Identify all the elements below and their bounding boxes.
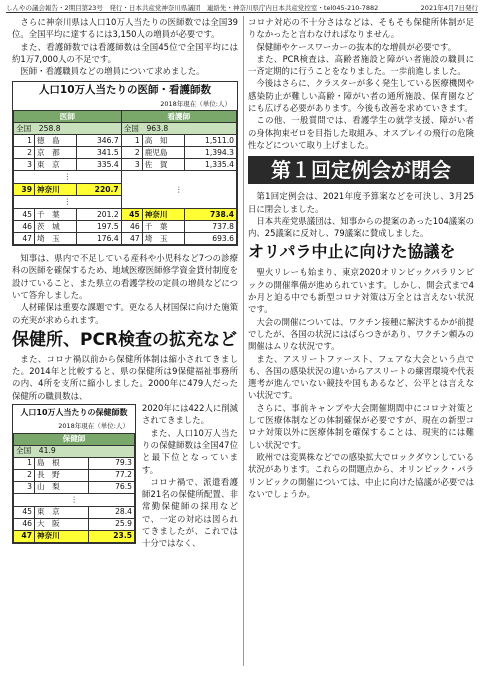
table-row: 2 長 野 77.2 <box>14 469 135 481</box>
table-row: 45 東 京 28.4 <box>14 506 135 518</box>
column-header-doctor: 医師 <box>14 111 122 123</box>
issue-date: 2021年4月7日発行 <box>420 4 478 12</box>
column-divider <box>243 16 244 666</box>
table-row: 45 千 葉 201.2 45 神奈川 738.4 <box>14 209 237 221</box>
table-row <box>14 123 237 135</box>
paragraph: また、PCR検査は、高齢者施設と障がい者施設の職員に一斉定期的に行うことをなりました。一歩前進しました。 <box>248 53 474 77</box>
paragraph: 保健師やケースワーカーの抜本的な増員が必要です。 <box>256 41 457 52</box>
table-row: 1 徳 島 346.7 1 高 知 1,511.0 <box>14 135 237 147</box>
table-row: 1 島 根 79.3 <box>14 457 135 469</box>
paragraph: 医師・看護職員などの増員について求めました。 <box>20 66 205 77</box>
table-row: ⋮ <box>14 196 237 209</box>
doctor-nurse-table <box>13 110 237 245</box>
paragraph: コロナ対応の不十分さはなどは、そもそも保健所体制が足りなかったと言わなければなりません。 <box>248 17 474 40</box>
paragraph: また、コロナ禍以前から保健所体制は縮小されてきました。2014年と比較すると、県の保健所は9保健福祉事務所の内、4所を支所に縮小しました。2000年に479人だった保健所の職員数は、 <box>12 353 238 401</box>
paragraph: 第1回定例会は、2021年度予算案などを可決し、3月25日に閉会しました。 <box>248 191 474 214</box>
table-row: 2 京 都 341.5 2 鹿児島 1,394.3 <box>14 147 237 159</box>
paragraph: 2020年には422人に削減されてきました。 <box>142 403 238 426</box>
column-header-nurse: 看護師 <box>121 111 236 123</box>
section-heading-session-closed: 第１回定例会が閉会 <box>248 156 474 184</box>
paragraph: 大会の開催については、ワクチン接種に解決するかが前提でしたが、各国の状況にはばらつきがあり、ワクチン頼みの開催はムリな状況です。 <box>248 316 474 352</box>
table-row: 全国 41.9 <box>14 445 135 457</box>
paragraph: 聖火リレーも始まり、東京2020オリンピックパラリンピックの開催準備が進められています。しかし、開会式まで4か月と迫る中でも新型コロナ対策は万全とは言えない状況です。 <box>248 267 474 315</box>
public-health-nurse-table <box>13 433 135 543</box>
header-text: しんやの議会報告・2期目第23号 発行・日本共産党神奈川県議団 連絡先・神奈川県庁内日本共産党控室・tel045-210-7882 <box>6 4 379 12</box>
right-column <box>248 16 474 500</box>
paragraph: 欧州では変異株などでの感染拡大でロックダウンしている状況があります。これらの問題点から、オリンピック・パラリンピックの開催については、中止に向けた協議が必要ではないでしょうか。 <box>248 451 474 499</box>
table-row: ⋮ ⋮ <box>14 171 237 184</box>
table-date: 2018年現在（単位:人） <box>160 99 231 108</box>
table-row: 46 茨 城 197.5 46 千 葉 737.8 <box>14 221 237 233</box>
table-date: 2018年現在（単位:人） <box>58 422 129 431</box>
section-heading-hokensho: 保健所、PCR検査の拡充など <box>12 329 238 350</box>
paragraph: さらに、事前キャンプや大会開催期間中にコロナ対策として医療体制などの体制確保が必要ですが、現在の新型コロナ対策以外に医療体制を確保することは、現実的には難しい状況です。 <box>248 402 474 450</box>
table-row: ⋮ <box>14 493 135 506</box>
paragraph: 知事は、県内で不足している産科や小児科など7つの診療科の医師を確保するため、地域医療医師修学資金貸付制度を設けていること、また県立の看護学校の定員の増員などについて答弁しました。 <box>12 253 238 300</box>
left-column <box>12 16 238 550</box>
table-row: 46 大 阪 25.9 <box>14 518 135 530</box>
table-row: 3 東 京 335.4 3 佐 賀 1,335.4 <box>14 159 237 171</box>
paragraph: さらに神奈川県は人口10万人当たりの医師数では全国39位。全国平均に達するには3,150人の増員が必要です。 <box>12 17 238 40</box>
paragraph: 日本共産党県議団は、知事からの提案のあった104議案の内、25議案に反対し、79議案に賛成しました。 <box>248 215 474 239</box>
doctor-nurse-table-box <box>12 81 238 246</box>
table-row: 3 山 梨 76.5 <box>14 481 135 493</box>
section-heading-olympics: オリパラ中止に向けた協議を <box>248 242 456 262</box>
table-row: 47 埼 玉 176.4 47 埼 玉 693.6 <box>14 233 237 245</box>
paragraph: 今後はさらに、クラスターが多く発生している医療機関や感染防止が難しい高齢・障がい者の通所施設、保育園などにも広げる必要があります。今後も改善を求めていきます。 <box>248 78 474 114</box>
table-title: 人口10万人当たりの保健師数 <box>20 408 128 418</box>
paragraph: また、人口10万人当たりの保健師数は全国47位と最下位となっています。 <box>142 427 238 475</box>
column-header-hokenshi: 保健師 <box>14 433 135 445</box>
table-cell: 全国 258.8 <box>14 123 122 135</box>
table-title: 人口10万人当たりの医師・看護師数 <box>38 84 212 97</box>
table-row-kanagawa-doctor: 39 神奈川 220.7 <box>14 184 237 196</box>
paragraph: また、アスリートファースト、フェアな大会という点でも、各国の感染状況の違いからアスリートの練習環境や代表選考が進んでいない競技や国もあるなど、公平とは言えない状況です。 <box>248 353 474 401</box>
paragraph: この他、一般質問では、看護学生の就学支援、障がい者の身体拘束ゼロを目指した取組み、オスプレイの飛行の危険性などについて取り上げました。 <box>248 115 474 150</box>
table-row-kanagawa-hokenshi: 47 神奈川 23.5 <box>14 530 135 542</box>
page-header <box>6 3 478 12</box>
paragraph: コロナ禍で、派遣看護師21名の保健所配置、非常勤保健師の採用などで、一定の対応は図られてきましたが、これでは十分ではなく、 <box>142 476 238 549</box>
paragraph: また、看護師数では看護師数は全国45位で全国平均には約1万7,000人の不足です。 <box>12 41 238 64</box>
header-rule <box>6 12 478 13</box>
table-cell: 全国 963.8 <box>121 123 236 135</box>
public-health-nurse-table-box <box>12 404 136 544</box>
paragraph: 人材確保は重要な課題です。更なる人材国保に向けた施策の充実が求められます。 <box>12 302 238 325</box>
